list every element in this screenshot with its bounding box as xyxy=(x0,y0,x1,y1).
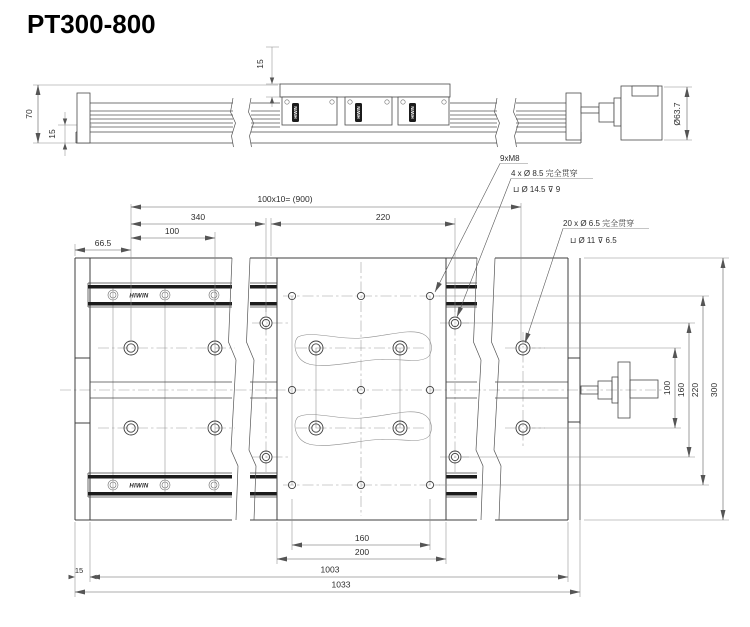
dim-hole-pitch: 100 xyxy=(164,226,180,236)
dim-right-100: 100 xyxy=(662,380,672,396)
t-slot-outline xyxy=(295,412,431,446)
dim-340: 340 xyxy=(190,212,206,222)
dim-bottom-1033: 1033 xyxy=(331,579,351,590)
brand-label: HIWIN xyxy=(293,106,298,119)
plan-view xyxy=(60,154,729,597)
dim-right-300: 300 xyxy=(709,382,719,398)
plan-bottom-dimensions xyxy=(69,533,581,592)
dim-hole-pattern: 100x10= (900) xyxy=(257,194,313,204)
dim-right-160: 160 xyxy=(676,382,686,398)
side-view xyxy=(24,47,692,156)
left-end-block xyxy=(77,93,90,143)
note-counterbore-a1: 4 x Ø 8.5 完全贯穿 xyxy=(511,169,578,178)
note-counterbore-a2: ⊔ Ø 14.5 ⊽ 9 xyxy=(513,185,561,194)
hole-annotations xyxy=(435,154,649,343)
plan-right-dimensions xyxy=(662,258,723,520)
note-tapped-holes: 9xM8 xyxy=(500,154,520,163)
carriage-side xyxy=(280,84,450,125)
rail-brand-text: HIWIN xyxy=(129,483,149,490)
dim-bottom-200: 200 xyxy=(354,547,370,557)
dim-bottom-15: 15 xyxy=(74,566,84,575)
note-counterbore-b1: 20 x Ø 6.5 完全贯穿 xyxy=(563,219,635,228)
dim-bottom-160: 160 xyxy=(354,533,370,543)
dim-base-height: 15 xyxy=(47,129,57,139)
rail-brand-text: HIWIN xyxy=(129,293,149,300)
dim-edge-offset: 66.5 xyxy=(94,238,112,248)
brand-label: HIWIN xyxy=(410,106,415,119)
brand-label: HIWIN xyxy=(356,106,361,119)
plan-top-dimensions xyxy=(75,194,521,250)
dim-220-top: 220 xyxy=(375,212,391,222)
carriage-plan xyxy=(277,258,446,520)
base-plate xyxy=(75,258,580,520)
dim-right-220: 220 xyxy=(690,382,700,398)
dim-overall-height: 70 xyxy=(24,109,34,119)
motor-side xyxy=(566,86,662,140)
dim-carriage-plate-height: 15 xyxy=(255,59,265,69)
dim-motor-diameter: Ø63.7 xyxy=(672,102,682,126)
note-counterbore-b2: ⊔ Ø 11 ⊽ 6.5 xyxy=(570,236,617,245)
t-slot-outline xyxy=(295,332,431,366)
page-title: PT300-800 xyxy=(27,9,156,39)
dim-bottom-1003: 1003 xyxy=(320,564,340,575)
